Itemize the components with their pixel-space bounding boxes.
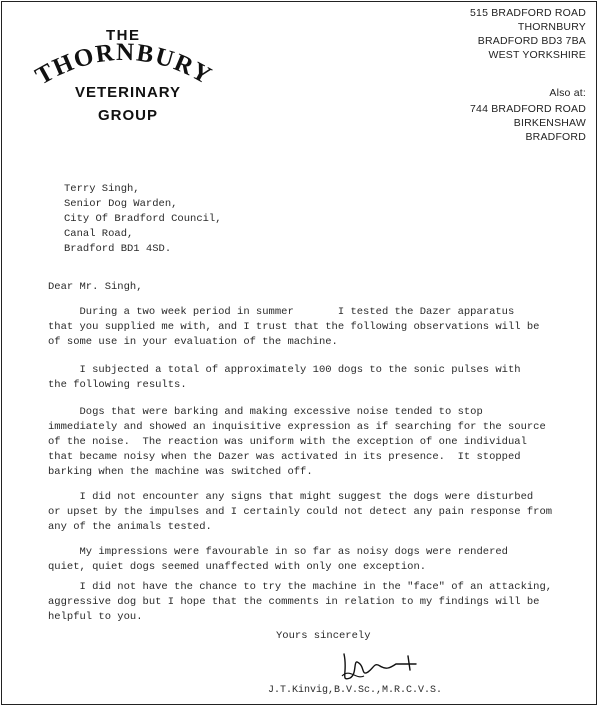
main-address: [470, 6, 586, 62]
recipient-line: Bradford BD1 4SD.: [64, 243, 172, 255]
logo-the: THE: [106, 27, 141, 44]
address-line: 744 BRADFORD ROAD: [469, 103, 586, 115]
text-line: or upset by the impulses and I certainly could not detect any pain response from: [48, 506, 553, 518]
text-line: My impressions were favourable in so far as noisy dogs were rendered: [48, 546, 508, 558]
text-line: the following results.: [48, 379, 187, 391]
paragraph-6: [48, 580, 588, 625]
text-line: helpful to you.: [48, 611, 143, 623]
text-line: of the noise. The reaction was uniform with the exception of one individual: [48, 436, 527, 448]
text-line: that you supplied me with, and I trust that the following observations will be: [48, 321, 540, 333]
paragraph-4: [48, 490, 588, 535]
address-line: BIRKENSHAW: [513, 117, 586, 129]
recipient-line: Senior Dog Warden,: [64, 198, 178, 210]
address-line: THORNBURY: [517, 21, 586, 33]
address-line: 515 BRADFORD ROAD: [469, 7, 586, 19]
also-at-label: Also at:: [549, 87, 586, 99]
branch-address: [470, 86, 586, 144]
closing: Yours sincerely: [276, 630, 371, 642]
logo-line2: GROUP: [97, 107, 159, 124]
recipient-block: [64, 182, 222, 257]
svg-text:THORNBURY: [31, 39, 217, 90]
recipient-line: Terry Singh,: [64, 183, 140, 195]
paragraph-3: [48, 405, 588, 480]
paragraph-1: [48, 305, 588, 350]
address-line: BRADFORD: [525, 131, 586, 143]
recipient-line: Canal Road,: [64, 228, 134, 240]
paragraph-2: [48, 363, 588, 393]
text-line: that became noisy when the Dazer was activated in its presence. It stopped: [48, 451, 521, 463]
text-line: I did not have the chance to try the machine in the "face" of an attacking,: [48, 581, 553, 593]
text-line: quiet, quiet dogs seemed unaffected with only one exception.: [48, 561, 427, 573]
thornbury-logo: [24, 22, 224, 132]
text-line: any of the animals tested.: [48, 521, 212, 533]
address-line: BRADFORD BD3 7BA: [477, 35, 586, 47]
signature: [330, 642, 430, 686]
address-line: WEST YORKSHIRE: [488, 49, 586, 61]
text-line: I did not encounter any signs that might suggest the dogs were disturbed: [48, 491, 534, 503]
paragraph-5: [48, 545, 588, 575]
text-line: I subjected a total of approximately 100 dogs to the sonic pulses with: [48, 364, 521, 376]
recipient-line: City Of Bradford Council,: [64, 213, 222, 225]
logo-line1: VETERINARY: [74, 84, 182, 101]
salutation: Dear Mr. Singh,: [48, 281, 143, 293]
text-line: of some use in your evaluation of the machine.: [48, 336, 338, 348]
text-line: barking when the machine was switched off.: [48, 466, 313, 478]
logo-name: THORNBURY: [31, 38, 217, 91]
signoff: J.T.Kinvig,B.V.Sc.,M.R.C.V.S.: [268, 685, 443, 696]
text-line: immediately and showed an inquisitive expression as if searching for the source: [48, 421, 546, 433]
text-line: During a two week period in summer I tested the Dazer apparatus: [48, 306, 515, 318]
text-line: aggressive dog but I hope that the comments in relation to my findings will be: [48, 596, 540, 608]
text-line: Dogs that were barking and making excessive noise tended to stop: [48, 406, 483, 418]
